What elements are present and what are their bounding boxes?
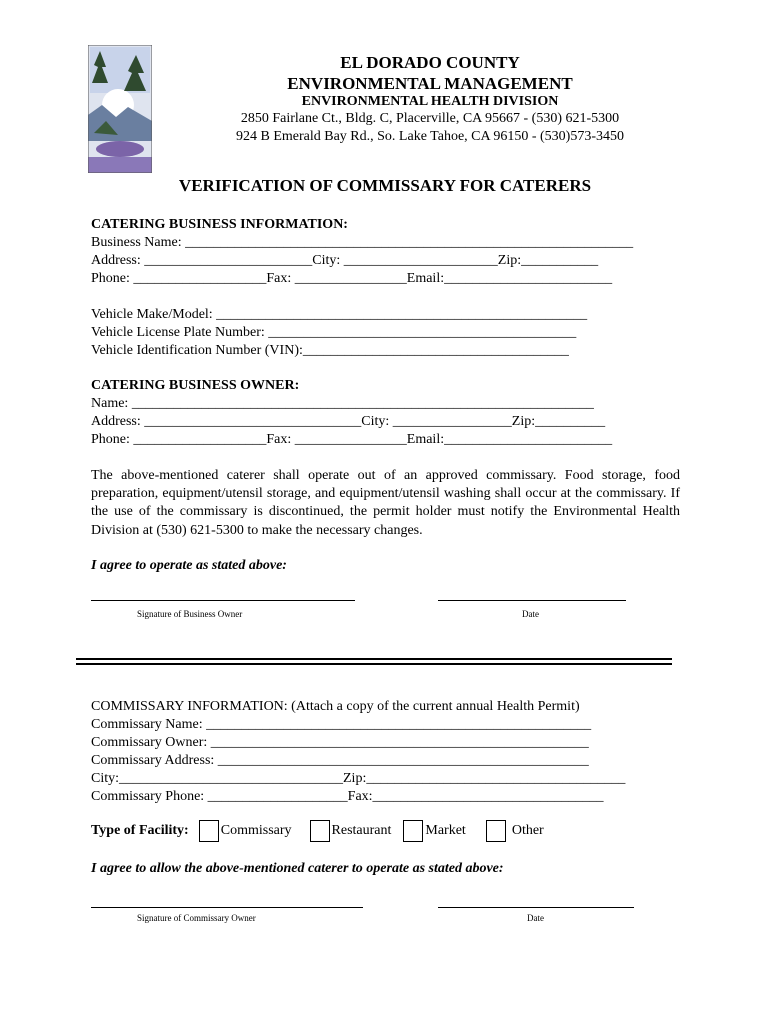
address-tahoe: 924 B Emerald Bay Rd., So. Lake Tahoe, CA 96150 - (530)573-3450	[236, 129, 624, 144]
owner-signature-line[interactable]	[91, 600, 355, 601]
commissary-checkbox[interactable]	[199, 820, 219, 842]
market-checkbox[interactable]	[403, 820, 423, 842]
county-name: EL DORADO COUNTY	[340, 53, 520, 72]
division-name: ENVIRONMENTAL HEALTH DIVISION	[301, 94, 559, 109]
commissary-city-field[interactable]: City:________________________________Zip:_____________________________________	[91, 771, 626, 786]
business-name-field[interactable]: Business Name: ________________________________________________________________	[91, 235, 634, 250]
owner-signature-label: Signature of Business Owner	[137, 609, 243, 619]
other-checkbox[interactable]	[486, 820, 506, 842]
county-logo-icon	[88, 45, 152, 173]
vehicle-plate-field[interactable]: Vehicle License Plate Number: ____________________________________________	[91, 325, 577, 340]
commissary-heading: COMMISSARY INFORMATION: (Attach a copy of the current annual Health Permit)	[91, 699, 580, 714]
owner-agreement: I agree to operate as stated above:	[91, 558, 287, 573]
owner-phone-field[interactable]: Phone: ___________________Fax: ________________Email:________________________	[91, 432, 613, 447]
vehicle-vin-field[interactable]: Vehicle Identification Number (VIN):______________________________________	[91, 343, 569, 358]
form-title: VERIFICATION OF COMMISSARY FOR CATERERS	[178, 176, 592, 195]
commissary-owner-field[interactable]: Commissary Owner: ______________________________________________________	[91, 735, 589, 750]
department-name: ENVIRONMENTAL MANAGEMENT	[287, 74, 573, 93]
commissary-option-label: Commissary	[220, 823, 292, 838]
section-divider-bottom	[76, 663, 672, 665]
commissary-date-line[interactable]	[438, 907, 634, 908]
owner-address-field[interactable]: Address: _______________________________City: _________________Zip:__________	[91, 414, 606, 429]
commissary-address-field[interactable]: Commissary Address: _____________________________________________________	[91, 753, 589, 768]
other-option-label: Other	[511, 823, 544, 838]
facility-type-row	[91, 820, 544, 842]
owner-date-line[interactable]	[438, 600, 626, 601]
commissary-signature-label: Signature of Commissary Owner	[137, 913, 256, 923]
address-placerville: 2850 Fairlane Ct., Bldg. C, Placerville, CA 95667 - (530) 621-5300	[240, 111, 620, 126]
vehicle-make-field[interactable]: Vehicle Make/Model: _____________________________________________________	[91, 307, 588, 322]
business-phone-field[interactable]: Phone: ___________________Fax: ________________Email:________________________	[91, 271, 613, 286]
business-address-field[interactable]: Address: ________________________City: ______________________Zip:___________	[91, 253, 599, 268]
commissary-agreement: I agree to allow the above-mentioned caterer to operate as stated above:	[91, 861, 504, 876]
owner-heading: CATERING BUSINESS OWNER:	[91, 378, 300, 393]
owner-name-field[interactable]: Name: __________________________________________________________________	[91, 396, 594, 411]
catering-info-heading: CATERING BUSINESS INFORMATION:	[91, 217, 348, 232]
commissary-signature-line[interactable]	[91, 907, 363, 908]
market-option-label: Market	[425, 823, 466, 838]
commissary-name-field[interactable]: Commissary Name: _______________________________________________________	[91, 717, 592, 732]
restaurant-option-label: Restaurant	[331, 823, 392, 838]
facility-type-label: Type of Facility:	[91, 823, 189, 838]
restaurant-checkbox[interactable]	[310, 820, 330, 842]
owner-date-label: Date	[522, 609, 539, 619]
commissary-phone-field[interactable]: Commissary Phone: ____________________Fax:_________________________________	[91, 789, 604, 804]
section-divider-top	[76, 658, 672, 660]
commissary-statement: The above-mentioned caterer shall operate out of an approved commissary. Food storage, food preparation, equipment/utensil storage, and equipment/utensil washing shall occur at the commissary. If the use of the commissary is discontinued, the permit holder must notify the Environmental Health Division at (530) 621-5300 to make the necessary changes.	[91, 468, 680, 538]
commissary-date-label: Date	[527, 913, 544, 923]
